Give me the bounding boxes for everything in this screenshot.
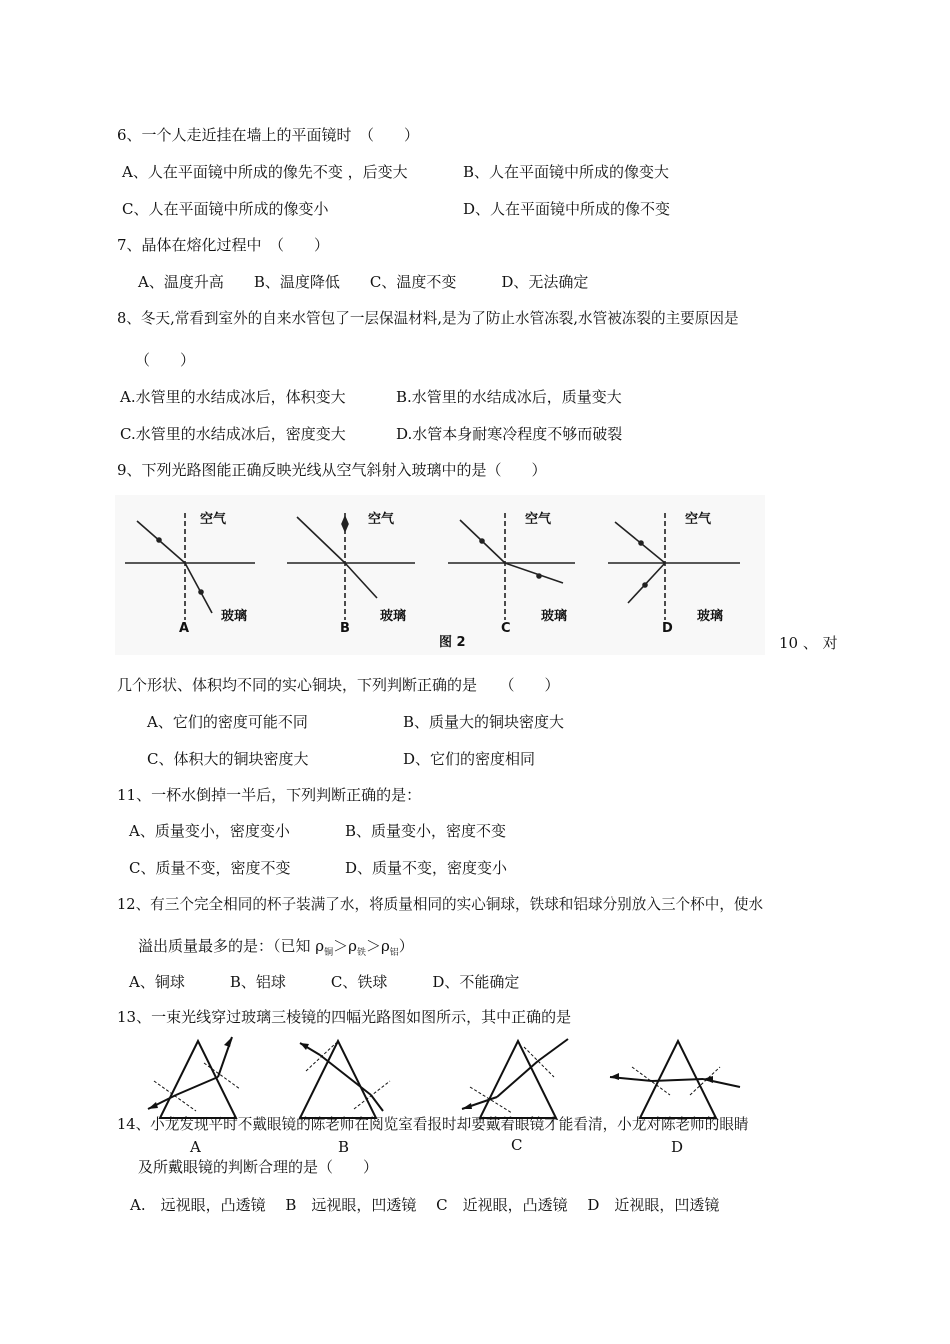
q9-label-d: D (662, 621, 673, 636)
q10-option-a: A、它们的密度可能不同 (147, 713, 308, 731)
q14-stem: 14、小龙发现平时不戴眼镜的陈老师在阅览室看报时却要戴着眼镜才能看清，小龙对陈老师的眼睛 (117, 1116, 749, 1133)
q8-option-a: A.水管里的水结成冰后，体积变大 (120, 388, 346, 406)
q8-option-b: B.水管里的水结成冰后，质量变大 (396, 388, 622, 406)
q9-air-label-c: 空气 (525, 512, 552, 527)
q11-option-b: B、质量变小，密度不变 (345, 822, 507, 840)
q6-option-d: D、人在平面镜中所成的像不变 (463, 200, 671, 218)
q14-options: A. 远视眼，凸透镜 B 远视眼，凹透镜 C 近视眼，凸透镜 D 近视眼，凹透镜 (130, 1196, 720, 1214)
q9-air-label-b: 空气 (368, 512, 395, 527)
q9-air-label-a: 空气 (200, 512, 227, 527)
q13-label-c: C (511, 1136, 523, 1154)
q12-condition: 溢出质量最多的是：（已知 $\rho_铜>\rho_铁>\rho_铝$） (138, 937, 414, 958)
q9-glass-label-b: 玻璃 (380, 609, 407, 624)
q9-glass-label-d: 玻璃 (697, 609, 724, 624)
q13-label-b: B (338, 1138, 350, 1156)
q6-option-b: B、人在平面镜中所成的像变大 (463, 163, 670, 181)
q12-options: A、铜球 B、铝球 C、铁球 D、不能确定 (129, 973, 520, 991)
q9-air-label-d: 空气 (685, 512, 712, 527)
q6-option-c: C、人在平面镜中所成的像变小 (122, 200, 329, 218)
q9-caption: 图 2 (439, 635, 466, 650)
q8-option-d: D.水管本身耐寒冷程度不够而破裂 (396, 425, 623, 443)
q9-glass-label-a: 玻璃 (221, 609, 248, 624)
q11-option-c: C、质量不变，密度不变 (129, 859, 291, 877)
q9-label-b: B (340, 621, 350, 636)
q14-line2: 及所戴眼镜的判断合理的是（ ） (138, 1158, 379, 1176)
q6-stem: 6、一个人走近挂在墙上的平面镜时 （ ） (117, 126, 420, 144)
q10-option-d: D、它们的密度相同 (403, 750, 536, 768)
q9-glass-label-c: 玻璃 (541, 609, 568, 624)
q9-stem: 9、下列光路图能正确反映光线从空气斜射入玻璃中的是（ ） (117, 461, 547, 479)
q8-stem: 8、冬天,常看到室外的自来水管包了一层保温材料,是为了防止水管冻裂,水管被冻裂的主要原因是 (117, 310, 739, 327)
q13-label-a: A (190, 1138, 201, 1156)
q10-option-c: C、体积大的铜块密度大 (147, 750, 309, 768)
q13-stem: 13、一束光线穿过玻璃三棱镜的四幅光路图如图所示，其中正确的是 (117, 1008, 572, 1026)
q8-paren: （ ） (135, 351, 196, 369)
q8-option-c: C.水管里的水结成冰后，密度变大 (120, 425, 346, 443)
q9-label-c: C (501, 621, 511, 636)
q10-stem: 几个形状、体积均不同的实心铜块，下列判断正确的是 （ ） (117, 676, 560, 694)
q7-options: A、温度升高 B、温度降低 C、温度不变 D、无法确定 (138, 273, 589, 291)
q11-option-d: D、质量不变，密度变小 (345, 859, 508, 877)
q13-figure (140, 1033, 740, 1123)
q11-option-a: A、质量变小，密度变小 (129, 822, 290, 840)
q10-number: 10 、 对 (779, 634, 838, 652)
q13-label-d: D (671, 1138, 684, 1156)
q6-option-a: A、人在平面镜中所成的像先不变 ，后变大 (122, 163, 408, 181)
q10-option-b: B、质量大的铜块密度大 (403, 713, 565, 731)
q12-stem: 12、有三个完全相同的杯子装满了水，将质量相同的实心铜球，铁球和铝球分别放入三个杯中，使水 (117, 896, 764, 913)
q9-label-a: A (179, 621, 190, 636)
q7-stem: 7、晶体在熔化过程中 （ ） (117, 236, 330, 254)
q11-stem: 11、一杯水倒掉一半后，下列判断正确的是： (117, 786, 422, 804)
